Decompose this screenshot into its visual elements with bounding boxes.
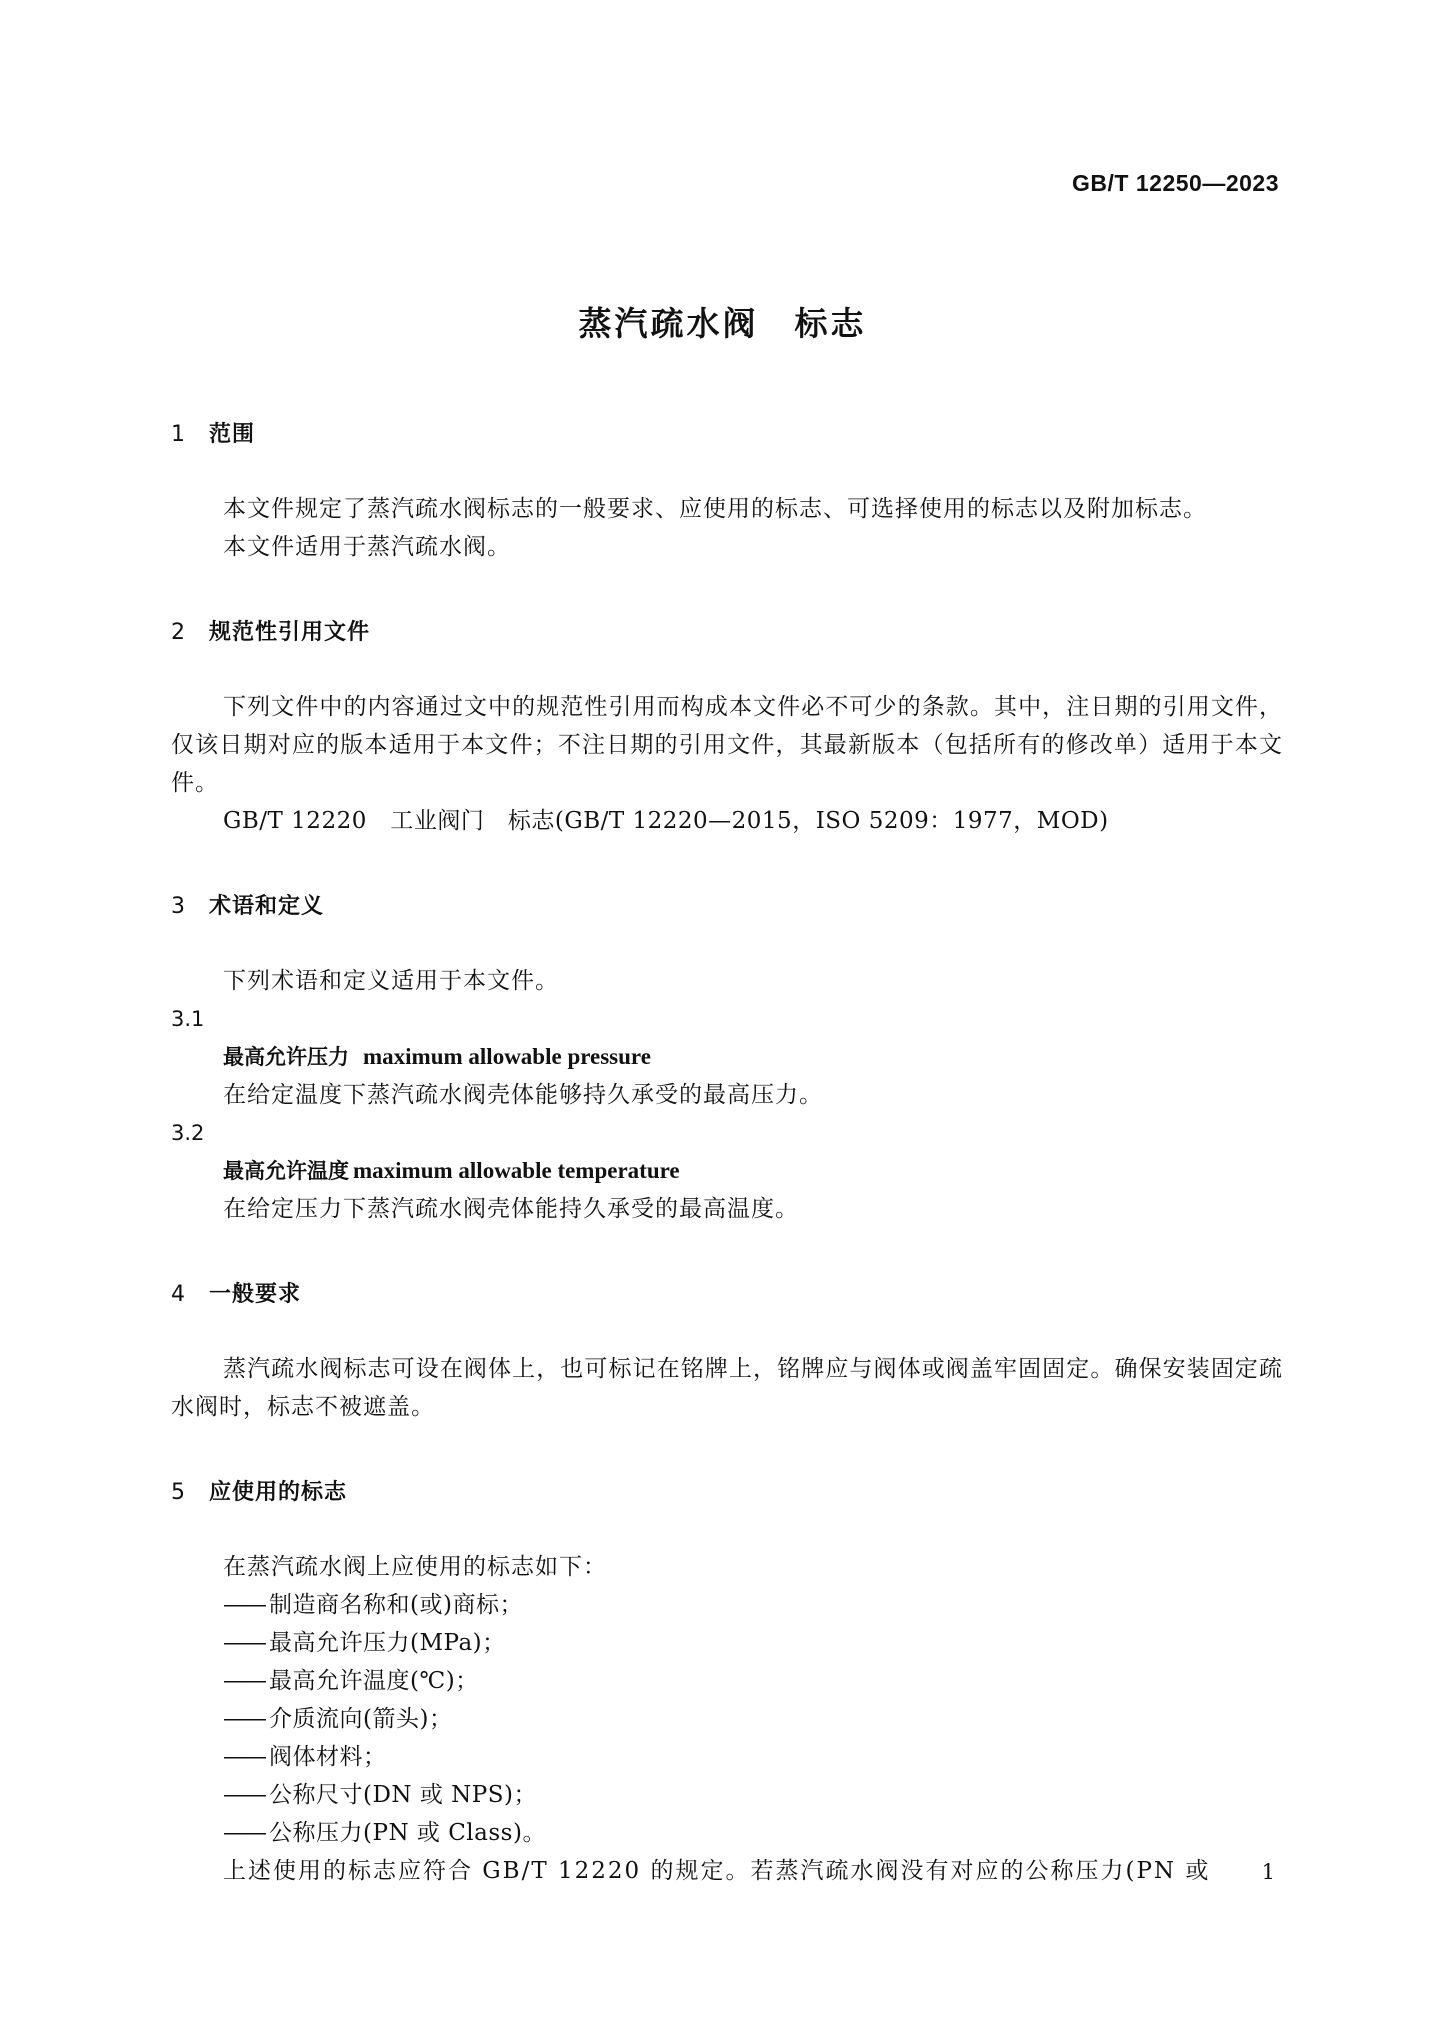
list-item-text: 公称压力(PN 或 Class)。 xyxy=(269,1820,546,1846)
paragraph: 下列术语和定义适用于本文件。 xyxy=(223,968,559,994)
list-item xyxy=(171,1814,1283,1852)
paragraph: 在蒸汽疏水阀上应使用的标志如下： xyxy=(223,1554,607,1580)
term-title xyxy=(171,1152,1283,1190)
section-heading xyxy=(171,888,1283,926)
list-item-text: 制造商名称和(或)商标； xyxy=(269,1592,523,1618)
section-number: 4 xyxy=(171,1282,186,1307)
paragraph: 上述使用的标志应符合 GB/T 12220 的规定。若蒸汽疏水阀没有对应的公称压力(PN 或 xyxy=(223,1858,1211,1884)
list-item xyxy=(171,1776,1283,1814)
section-number: 5 xyxy=(171,1480,186,1505)
paragraph: 本文件规定了蒸汽疏水阀标志的一般要求、应使用的标志、可选择使用的标志以及附加标志。 xyxy=(223,496,1207,522)
paragraph: 本文件适用于蒸汽疏水阀。 xyxy=(223,534,511,560)
section-heading xyxy=(171,1276,1283,1314)
reference-entry: GB/T 12220 工业阀门 标志(GB/T 12220—2015，ISO 5209：1977，MOD) xyxy=(223,808,1109,834)
section-number: 2 xyxy=(171,620,186,645)
section-title: 范围 xyxy=(209,422,256,447)
section-heading xyxy=(171,416,1283,454)
section-general-requirements xyxy=(171,1276,1283,1426)
section-scope xyxy=(171,416,1283,566)
term-en: maximum allowable temperature xyxy=(353,1158,680,1183)
section-title: 应使用的标志 xyxy=(209,1480,348,1505)
section-required-markings xyxy=(171,1474,1283,1890)
document-title: 蒸汽疏水阀 标志 xyxy=(578,304,867,343)
section-heading xyxy=(171,1474,1283,1512)
term-number: 3.2 xyxy=(171,1121,205,1145)
section-title: 一般要求 xyxy=(209,1282,302,1307)
section-heading xyxy=(171,614,1283,652)
term-number: 3.1 xyxy=(171,1007,205,1031)
section-title: 术语和定义 xyxy=(209,894,325,919)
term-zh: 最高允许温度 xyxy=(223,1159,349,1183)
section-title: 规范性引用文件 xyxy=(209,620,371,645)
paragraph: 蒸汽疏水阀标志可设在阀体上，也可标记在铭牌上，铭牌应与阀体或阀盖牢固固定。确保安装固定疏水阀时，标志不被遮盖。 xyxy=(171,1356,1283,1420)
list-item-text: 阀体材料； xyxy=(269,1744,387,1770)
list-dash: —— xyxy=(223,1592,265,1618)
term-en: maximum allowable pressure xyxy=(363,1044,651,1069)
section-terms-definitions xyxy=(171,888,1283,1228)
list-item xyxy=(171,1586,1283,1624)
list-dash: —— xyxy=(223,1706,265,1732)
standard-code: GB/T 12250—2023 xyxy=(1072,170,1279,196)
section-number: 3 xyxy=(171,894,186,919)
list-item-text: 公称尺寸(DN 或 NPS)； xyxy=(269,1782,537,1808)
section-normative-references xyxy=(171,614,1283,840)
list-item xyxy=(171,1738,1283,1776)
list-item-text: 介质流向(箭头)； xyxy=(269,1706,453,1732)
list-item-text: 最高允许温度(℃)； xyxy=(269,1668,479,1694)
term-zh: 最高允许压力 xyxy=(223,1045,349,1069)
term-definition: 在给定压力下蒸汽疏水阀壳体能持久承受的最高温度。 xyxy=(223,1196,799,1222)
list-item xyxy=(171,1624,1283,1662)
list-item xyxy=(171,1700,1283,1738)
list-dash: —— xyxy=(223,1630,265,1656)
section-number: 1 xyxy=(171,422,186,447)
paragraph: 下列文件中的内容通过文中的规范性引用而构成本文件必不可少的条款。其中，注日期的引用文件，仅该日期对应的版本适用于本文件；不注日期的引用文件，其最新版本（包括所有的修改单）适用于本文件。 xyxy=(171,694,1283,796)
document-body xyxy=(171,416,1283,1890)
list-dash: —— xyxy=(223,1782,265,1808)
list-dash: —— xyxy=(223,1668,265,1694)
page-number: 1 xyxy=(1261,1860,1275,1884)
term-definition: 在给定温度下蒸汽疏水阀壳体能够持久承受的最高压力。 xyxy=(223,1082,823,1108)
list-item-text: 最高允许压力(MPa)； xyxy=(269,1630,506,1656)
list-dash: —— xyxy=(223,1744,265,1770)
list-dash: —— xyxy=(223,1820,265,1846)
list-item xyxy=(171,1662,1283,1700)
term-title xyxy=(171,1038,1283,1076)
